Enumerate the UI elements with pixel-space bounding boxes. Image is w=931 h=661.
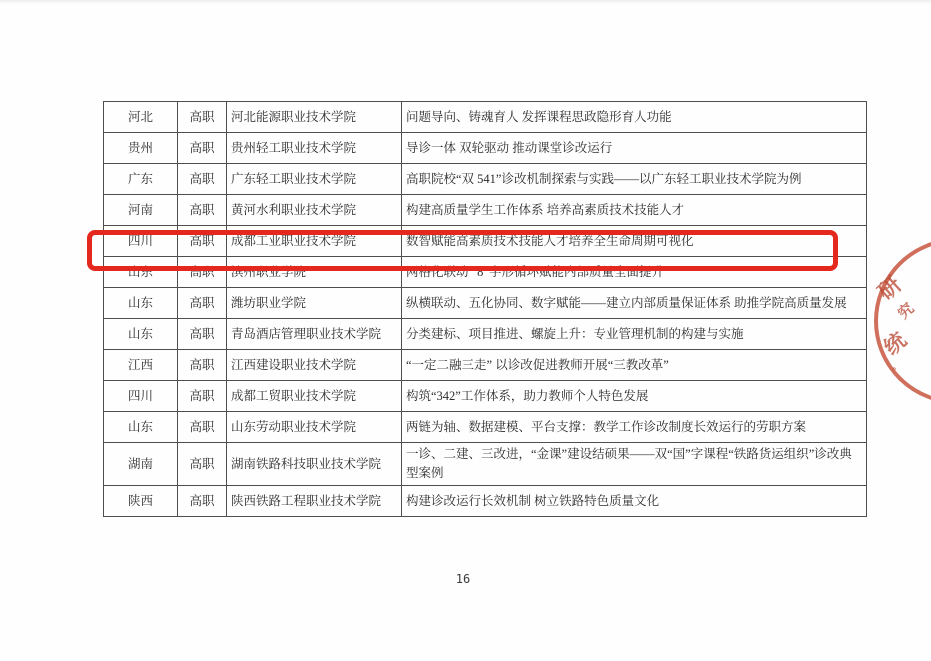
stamp-glyph: 究: [895, 300, 918, 323]
cell-province: 山东: [104, 288, 178, 319]
cell-province: 河北: [104, 102, 178, 133]
cell-level: 高职: [178, 226, 227, 257]
cell-level: 高职: [178, 412, 227, 443]
cell-level: 高职: [178, 195, 227, 226]
results-table: [103, 101, 867, 517]
cell-achievement: 两链为轴、数据建模、平台支撑：教学工作诊改制度长效运行的劳职方案: [402, 412, 867, 443]
cell-achievement: 一诊、二建、三改进，“金课”建设结硕果——双“国”字课程“铁路货运组织”诊改典型案例: [402, 443, 867, 486]
cell-province: 广东: [104, 164, 178, 195]
cell-province: 河南: [104, 195, 178, 226]
table-row: [104, 443, 867, 486]
table-row: [104, 133, 867, 164]
table-row: [104, 226, 867, 257]
cell-level: 高职: [178, 288, 227, 319]
cell-school: 河北能源职业技术学院: [227, 102, 402, 133]
stamp-glyph: 。: [888, 357, 903, 372]
cell-level: 高职: [178, 350, 227, 381]
table-row: [104, 486, 867, 517]
stamp-glyph: 统: [879, 327, 911, 360]
cell-school: 湖南铁路科技职业技术学院: [227, 443, 402, 486]
cell-school: 陕西铁路工程职业技术学院: [227, 486, 402, 517]
cell-level: 高职: [178, 133, 227, 164]
cell-school: 黄河水利职业技术学院: [227, 195, 402, 226]
cell-province: 山东: [104, 257, 178, 288]
cell-school: 成都工贸职业技术学院: [227, 381, 402, 412]
cell-school: 贵州轻工职业技术学院: [227, 133, 402, 164]
cell-achievement: 分类建标、项目推进、螺旋上升：专业管理机制的构建与实施: [402, 319, 867, 350]
cell-level: 高职: [178, 443, 227, 486]
cell-school: 滨州职业学院: [227, 257, 402, 288]
page-number: 16: [455, 572, 471, 586]
cell-achievement: 问题导向、铸魂育人 发挥课程思政隐形育人功能: [402, 102, 867, 133]
cell-school: 青岛酒店管理职业技术学院: [227, 319, 402, 350]
table-row: [104, 195, 867, 226]
cell-level: 高职: [178, 164, 227, 195]
cell-province: 贵州: [104, 133, 178, 164]
cell-province: 湖南: [104, 443, 178, 486]
cell-achievement: 网格化联动 “8”字形循环赋能内部质量全面提升: [402, 257, 867, 288]
cell-achievement: 构建诊改运行长效机制 树立铁路特色质量文化: [402, 486, 867, 517]
table-row: [104, 350, 867, 381]
table-row-highlighted: [104, 257, 867, 288]
cell-school: 潍坊职业学院: [227, 288, 402, 319]
cell-achievement: “一定二融三走” 以诊改促进教师开展“三教改革”: [402, 350, 867, 381]
table-row: [104, 164, 867, 195]
cell-level: 高职: [178, 381, 227, 412]
cell-school: 成都工业职业技术学院: [227, 226, 402, 257]
stamp-circle-icon: [874, 238, 931, 404]
table-row: [104, 381, 867, 412]
table-row: [104, 412, 867, 443]
cell-achievement: 纵横联动、五化协同、数字赋能——建立内部质量保证体系 助推学院高质量发展: [402, 288, 867, 319]
cell-province: 四川: [104, 226, 178, 257]
cell-level: 高职: [178, 102, 227, 133]
cell-province: 山东: [104, 319, 178, 350]
cell-level: 高职: [178, 486, 227, 517]
cell-school: 江西建设职业技术学院: [227, 350, 402, 381]
cell-province: 四川: [104, 381, 178, 412]
cell-achievement: 高职院校“双 541”诊改机制探索与实践——以广东轻工职业技术学院为例: [402, 164, 867, 195]
cell-level: 高职: [178, 257, 227, 288]
cell-achievement: 导诊一体 双轮驱动 推动课堂诊改运行: [402, 133, 867, 164]
cell-achievement: 构建高质量学生工作体系 培养高素质技术技能人才: [402, 195, 867, 226]
table-row: [104, 288, 867, 319]
cell-province: 陕西: [104, 486, 178, 517]
cell-province: 江西: [104, 350, 178, 381]
cell-school: 山东劳动职业技术学院: [227, 412, 402, 443]
cell-level: 高职: [178, 319, 227, 350]
cell-achievement: 构筑“342”工作体系，助力教师个人特色发展: [402, 381, 867, 412]
results-table-body: [104, 102, 867, 517]
stamp-glyph: 研: [873, 271, 907, 305]
cell-province: 山东: [104, 412, 178, 443]
table-row: [104, 319, 867, 350]
cell-school: 广东轻工职业技术学院: [227, 164, 402, 195]
table-row: [104, 102, 867, 133]
cell-achievement: 数智赋能高素质技术技能人才培养全生命周期可视化: [402, 226, 867, 257]
